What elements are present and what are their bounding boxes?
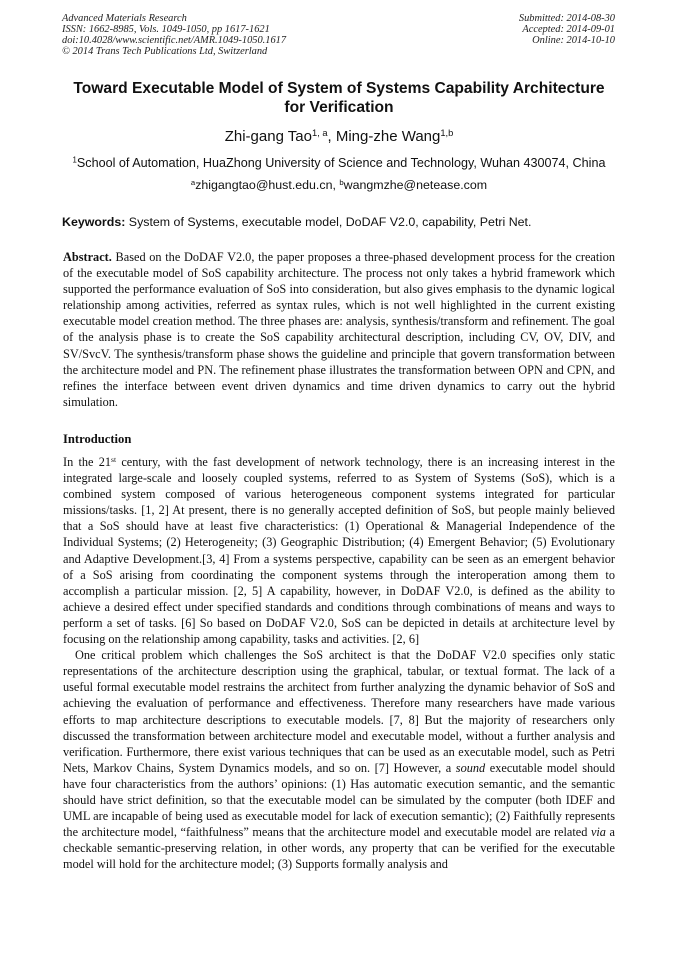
author-superscript: 1,b (440, 127, 454, 138)
email-superscript: a (190, 177, 196, 187)
affiliation-superscript: 1 (72, 155, 77, 165)
keywords (62, 215, 616, 230)
author-emails (62, 178, 616, 193)
abstract-label: Abstract. (63, 250, 112, 264)
author-name: Zhi-gang Tao (224, 128, 312, 145)
affiliation (62, 156, 616, 171)
keywords-text: System of Systems, executable model, DoDAF V2.0, capability, Petri Net. (125, 215, 532, 229)
journal-issn: ISSN: 1662-8985, Vols. 1049-1050, pp 1617-1621 (62, 23, 270, 35)
introduction-paragraph (63, 454, 615, 647)
keywords-label: Keywords: (62, 215, 126, 229)
accepted-date: Accepted: 2014-09-01 (522, 23, 615, 35)
emphasis-text: sound (455, 760, 486, 775)
submitted-date: Submitted: 2014-08-30 (518, 13, 615, 24)
abstract (63, 249, 615, 410)
section-heading-introduction: Introduction (63, 432, 132, 446)
journal-copyright: © 2014 Trans Tech Publications Ltd, Switzerland (62, 45, 268, 57)
abstract-text: Based on the DoDAF V2.0, the paper proposes a three-phased development process for the creation of the executable model of SoS capability architecture. The process not only takes a hybrid framework which supported the performance evaluation of SoS into consideration, but also gives emphasis to the dynamic logical relationship among activities, referred as syntax rules, which is not well highlighted in the current existing executable model creation method. The three phases are: analysis, synthesis/transform and refinement. The goal of the analysis phase is to create the SoS capability architectural description, including CV, OV, DIV, and SV/SvcV. The synthesis/transform phase shows the guideline and principle that govern transformation between the architecture model and PN. The refinement phase illustrates the transformation between OPN and CPN, and refines the interface between event driven dynamics and time driven dynamics to carry out the hybrid simulation. (63, 250, 615, 409)
email-superscript: b (339, 177, 344, 187)
paragraph-text: a checkable semantic-preserving relation, in other words, any property that can be verified for the executable model will hold for the architecture model; (3) Supports formally analysis and (63, 825, 615, 872)
email-address: zhigangtao@hust.edu.cn, (195, 178, 340, 192)
journal-header-right (519, 14, 615, 47)
emphasis-text: via (590, 825, 606, 840)
introduction-body (63, 454, 615, 872)
paragraph-text: century, with the fast development of network technology, there is an increasing interest in the integrated large-scale and loosely coupled systems, referred to as System of Systems (SoS), which is a combined system composed of various heterogeneous component systems integrated for particular missions/tasks. [1, 2] At present, there is no generally accepted definition of SoS, but people mainly believed that a SoS should have at least five characteristics: (1) Operational & Managerial Independence of the Individual Systems; (2) Heterogeneity; (3) Geographic Distribution; (4) Emergent Behavior; (5) Evolutionary and Adaptive Development.[3, 4] From a systems perspective, capability can be seen as an emergent behavior of a SoS arising from coordinating the component systems through the interoperation among them to accomplish a particular mission. [2, 5] A capability, however, in DoDAF V2.0, is defined as the ability to achieve a desired effect under specified standards and conditions through combinations of means and ways to perform a set of tasks. [6] So based on DoDAF V2.0, SoS can be depicted in details at architecture level by focusing on the relationship among capability, tasks and activities. [2, 6] (63, 455, 615, 647)
affiliation-text: School of Automation, HuaZhong University of Science and Technology, Wuhan 430074, China (76, 156, 606, 170)
paragraph-text: One critical problem which challenges the SoS architect is that the DoDAF V2.0 specifies only static representations of the architecture description using the graphical, tabular, or textual format. The lack of a useful formal executable model restrains the architect from further analyzing the dynamic behavior of SoS and achieving the evaluation of performance and effectiveness. Therefore many researchers have made various efforts to map architecture descriptions to executable models. [7, 8] But the majority of researchers only discussed the transformation between architecture model and executable model, without a further analysis and verification. Furthermore, there exist various techniques that can be used as an executable model, such as Petri Nets, Markov Chains, System Dynamics models, and so on. [7] However, a (63, 648, 615, 775)
paper-title (62, 80, 616, 117)
online-date: Online: 2014-10-10 (532, 34, 615, 46)
author-list (62, 128, 616, 146)
journal-name: Advanced Materials Research (62, 13, 187, 24)
abstract-paragraph (63, 249, 615, 410)
email-address: wangmzhe@netease.com (343, 178, 488, 192)
paragraph-text: In the 21 (63, 455, 112, 469)
paragraph-text: executable model should have four characteristics from the authors’ opinions: (1) Has automatic execution semantic, and the semantic should have strict definition, so that the executable model can be simulated by the computer (both IDEF and UML are incapable of being used as executable model for lack of execution semantic); (2) Faithfully represents the architecture model, “faithfulness” means that the architecture model and executable model are related (63, 760, 615, 840)
author-superscript: 1, a (312, 127, 328, 138)
ordinal-superscript: st (111, 454, 117, 464)
paper-title-line2: for Verification (284, 98, 394, 116)
author-separator: , (327, 128, 336, 145)
introduction-paragraph (63, 647, 615, 872)
journal-doi: doi:10.4028/www.scientific.net/AMR.1049-1050.1617 (62, 34, 287, 46)
paper-title-line1: Toward Executable Model of System of Systems Capability Architecture (73, 80, 605, 97)
journal-header-left (62, 14, 286, 58)
author-name: Ming-zhe Wang (335, 128, 441, 145)
